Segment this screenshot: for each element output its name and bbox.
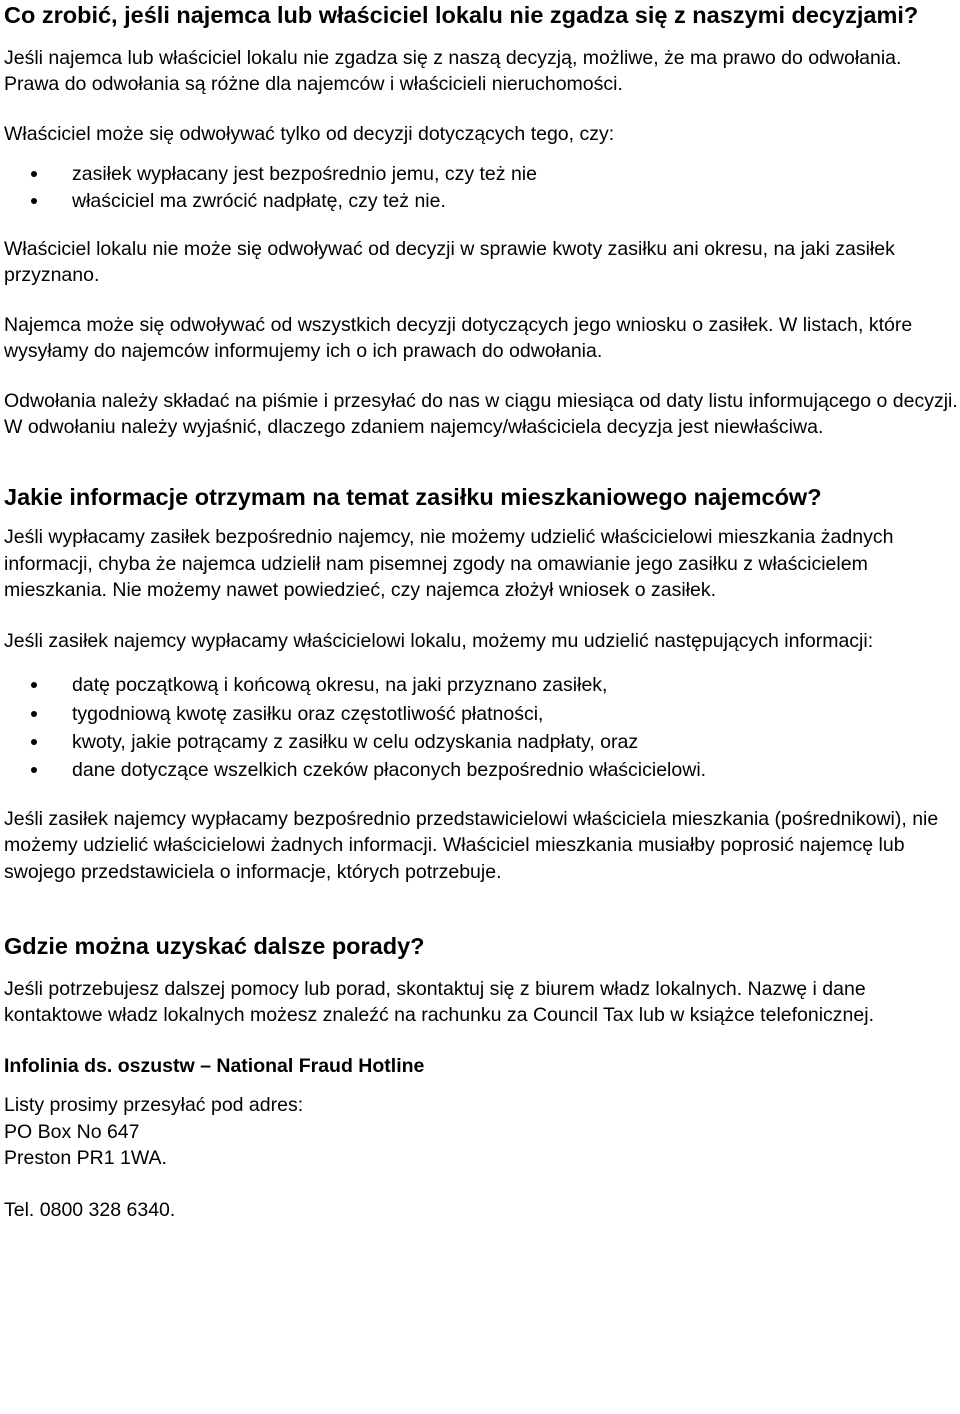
paragraph-landlord-appeal-scope: Właściciel może się odwoływać tylko od decyzji dotyczących tego, czy: <box>4 122 615 145</box>
heading-appeals: Co zrobić, jeśli najemca lub właściciel lokalu nie zgadza się z naszymi decyzjami? <box>4 2 919 28</box>
list-item: tygodniową kwotę zasiłku oraz częstotliwość płatności, <box>4 701 960 727</box>
phone-number: Tel. 0800 328 6340. <box>4 1199 176 1222</box>
address-intro: Listy prosimy przesyłać pod adres: <box>4 1094 304 1117</box>
heading-information: Jakie informacje otrzymam na temat zasiłku mieszkaniowego najemców? <box>4 484 822 511</box>
list-item: datę początkową i końcową okresu, na jaki przyznano zasiłek, <box>4 672 960 698</box>
list-item: dane dotyczące wszelkich czeków płaconych bezpośrednio właścicielowi. <box>4 757 960 783</box>
paragraph-tenant-paid-info: Jeśli wypłacamy zasiłek bezpośrednio najemcy, nie możemy udzielić właścicielowi mieszkania żadnych informacji, chyba że najemca udzielił nam pisemnej zgody na omawianie jego zasiłku z właścicielem mieszkania. Nie możemy nawet powiedzieć, czy najemca złożył wniosek o zasiłek. <box>4 526 894 602</box>
address-line-2: Preston PR1 1WA. <box>4 1146 167 1169</box>
paragraph-agent-paid-info: Jeśli zasiłek najemcy wypłacamy bezpośrednio przedstawicielowi właściciela mieszkania (pośrednikowi), nie możemy udzielić właścicielowi żadnych informacji. Właściciel mieszkania musiałby poprosić najemcę lub swojego przedstawiciela o informacje, których potrzebuje. <box>4 807 939 883</box>
paragraph-contact-authority: Jeśli potrzebujesz dalszej pomocy lub porad, skontaktuj się z biurem władz lokalnych. Nazwę i dane kontaktowe władz lokalnych możesz znaleźć na rachunku za Council Tax lub w książce telefonicznej. <box>4 977 874 1027</box>
list-item: kwoty, jakie potrącamy z zasiłku w celu odzyskania nadpłaty, oraz <box>4 729 960 755</box>
paragraph-tenant-appeal: Najemca może się odwoływać od wszystkich decyzji dotyczących jego wniosku o zasiłek. W listach, które wysyłamy do najemców informujemy ich o ich prawach do odwołania. <box>4 313 913 363</box>
heading-further-advice: Gdzie można uzyskać dalsze porady? <box>4 932 425 959</box>
paragraph-appeal-rights: Jeśli najemca lub właściciel lokalu nie zgadza się z naszą decyzją, możliwe, że ma prawo do odwołania. Prawa do odwołania są różne dla najemców i właścicieli nieruchomości. <box>4 47 902 96</box>
hotline-title: Infolinia ds. oszustw – National Fraud Hotline <box>4 1054 425 1077</box>
list-information-items <box>4 672 960 784</box>
paragraph-landlord-paid-info: Jeśli zasiłek najemcy wypłacamy właścicielowi lokalu, możemy mu udzielić następujących informacji: <box>4 629 874 652</box>
list-landlord-appeal-topics <box>4 161 960 214</box>
list-item: właściciel ma zwrócić nadpłatę, czy też nie. <box>4 188 960 214</box>
list-item: zasiłek wypłacany jest bezpośrednio jemu, czy też nie <box>4 161 960 187</box>
paragraph-landlord-no-appeal: Właściciel lokalu nie może się odwoływać od decyzji w sprawie kwoty zasiłku ani okresu, na jaki zasiłek przyznano. <box>4 238 895 287</box>
address-line-1: PO Box No 647 <box>4 1120 140 1143</box>
paragraph-appeal-procedure: Odwołania należy składać na piśmie i przesyłać do nas w ciągu miesiąca od daty listu informującego o decyzji. W odwołaniu należy wyjaśnić, dlaczego zdaniem najemcy/właściciela decyzja jest niewłaściwa. <box>4 389 958 439</box>
